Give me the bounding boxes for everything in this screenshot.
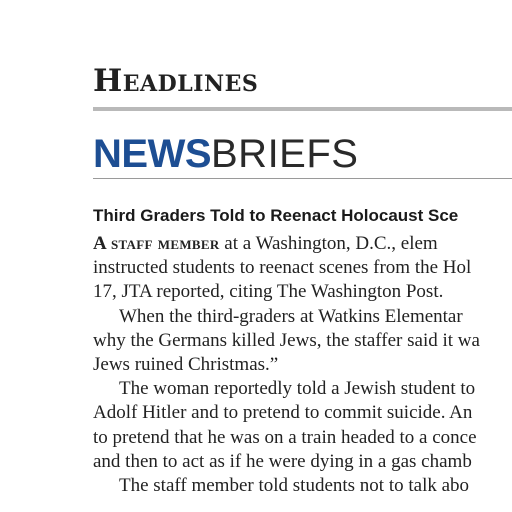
article-line [93, 232, 512, 256]
article-line-text: at a Washington, D.C., elem [219, 233, 438, 254]
article-line: why the Germans killed Jews, the staffer said it wa [93, 329, 480, 351]
article-line: The woman reportedly told a Jewish student to [119, 378, 476, 400]
newsbriefs-title [93, 134, 358, 174]
article-headline: Third Graders Told to Reenact Holocaust Sce [93, 206, 459, 225]
article-lead-in: A staff member [93, 233, 220, 254]
article-line: 17, JTA reported, citing The Washington Post. [93, 281, 444, 303]
newsbriefs-title-briefs: BRIEFS [211, 132, 359, 176]
title-divider [93, 178, 512, 179]
article-body [93, 232, 512, 498]
article-line: to pretend that he was on a train headed to a conce [93, 426, 477, 448]
article-line: The staff member told students not to talk abo [119, 474, 470, 496]
section-label: Headlines [93, 63, 259, 99]
article-line: Adolf Hitler and to pretend to commit suicide. An [93, 402, 473, 424]
article-line: instructed students to reenact scenes from the Hol [93, 257, 472, 279]
article-line: Jews ruined Christmas.” [93, 353, 279, 375]
section-divider [93, 107, 512, 111]
newsbriefs-title-news: NEWS [93, 132, 211, 176]
article-line: When the third-graders at Watkins Elementar [119, 305, 463, 327]
article-line: and then to act as if he were dying in a gas chamb [93, 450, 472, 472]
